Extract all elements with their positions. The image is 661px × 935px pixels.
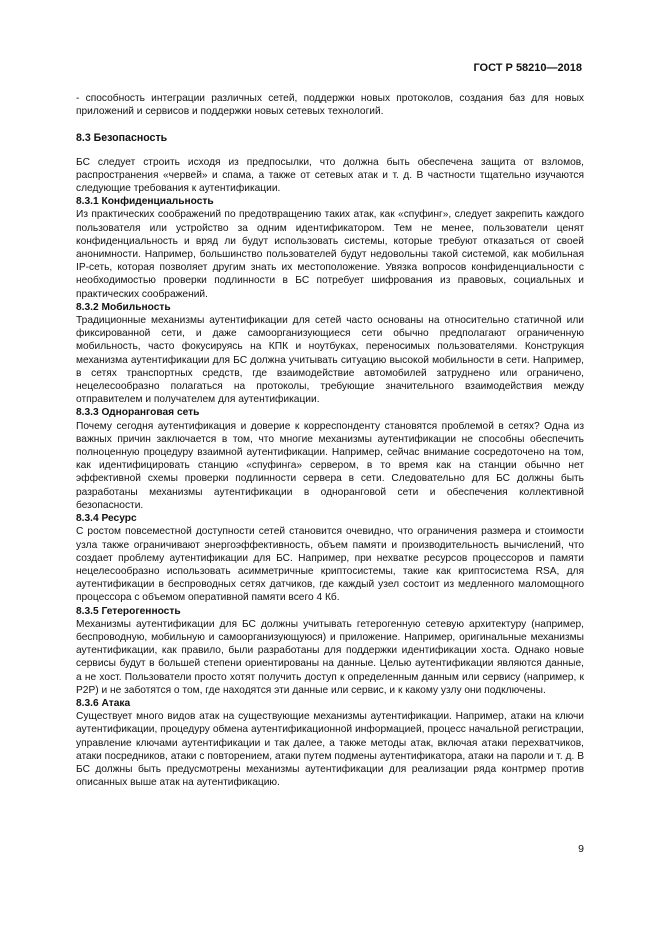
- subsection-title-peer-to-peer: 8.3.3 Одноранговая сеть: [76, 407, 200, 419]
- subsection-text-peer-to-peer: Почему сегодня аутентификация и доверие к корреспонденту становятся проблемой в сетях? Одна из важных причин заключается в том, что многие механизмы аутентификации не способны обеспечить полноценную процедуру взаимной аутентификации. Например, сейчас внимание сосредоточено на том, как идентифицировать станцию «спуфинга» сервером, в то время как на станции обычно нет эффективной схемы проверки подлинности сервера в сети. Следовательно для БС должны быть разработаны механизмы аутентификации в одноранговой сети и обеспечения коллективной безопасности.: [76, 420, 584, 511]
- subsection-text-attack: Существует много видов атак на существующие механизмы аутентификации. Например, атаки на ключи аутентификации, процедуру обмена аутентификационной информацией, процесс начальной регистрации, управление ключами аутентификации и так далее, а также методы атак, включая атаки перехватчиков, атаки посредников, атаки с повторением, атаки путем подмены аутентификатора, атаки на пароли и т. д. В БС должны быть предусмотрены механизмы аутентификации для реализации ряда контрмер против описанных выше атак на аутентификацию.: [76, 711, 584, 789]
- section-lead: БС следует строить исходя из предпосылки, что должна быть обеспечена защита от взломов, распространения «червей» и спама, а также от сетевых атак и т. д. В частности тщательно изучаются следующие требования к аутентификации.: [76, 156, 584, 195]
- subsection-title-mobility: 8.3.2 Мобильность: [76, 301, 171, 313]
- intro-bullet: - способность интеграции различных сетей, поддержки новых протоколов, создания баз для новых приложений и сервисов и поддержки новых сетевых технологий.: [76, 93, 584, 118]
- subsection-title-resource: 8.3.4 Ресурс: [76, 513, 137, 525]
- page-number: 9: [578, 843, 584, 855]
- subsection-title-confidentiality: 8.3.1 Конфиденциальность: [76, 196, 214, 208]
- subsection-text-confidentiality: Из практических соображений по предотвращению таких атак, как «спуфинг», следует закрепить каждого пользователя или устройство за одним идентификатором. Тем не менее, пользователи ценят конфиденциальность и вряд ли будут использовать системы, которые требуют отказаться от своей анонимности. Например, большинство пользователей будут недовольны такой системой, как мобильная IP-сеть, которая позволяет другим знать их местоположение. Увязка вопросов конфиденциальности с необходимостью проверки подлинности в БС потребует шифрования из правовых, социальных и практических соображений.: [76, 209, 584, 300]
- page-content: [76, 92, 584, 789]
- section-title: 8.3 Безопасность: [76, 132, 168, 145]
- subsection-text-heterogeneity: Механизмы аутентификации для БС должны учитывать гетерогенную сетевую архитектуру (например, беспроводную, мобильную и самоорганизующуюся) и приложение. Например, оригинальные механизмы аутентификации, как правило, были разработаны для поддержки идентификации хоста. Однако новые сервисы будут в большей степени ориентированы на данные. Целью аутентификации являются данные, а не хост. Пользователи просто хотят получить доступ к определенным данным или сервису (например, к P2P) и не заботятся о том, где находятся эти данные или сервис, и к какому узлу они подключены.: [76, 618, 584, 696]
- standard-designation: ГОСТ Р 58210—2018: [473, 62, 582, 74]
- subsection-title-attack: 8.3.6 Атака: [76, 697, 131, 709]
- subsection-text-resource: С ростом повсеместной доступности сетей становится очевидно, что ограничения размера и стоимости узла также ограничивают энергоэффективность, объем памяти и производительность вычислений, что создает проблему аутентификации для БС. Например, при нехватке ресурсов процессоров и памяти нецелесообразно использовать асимметричные криптосистемы, такие как криптосистема RSA, для аутентификации в беспроводных сетях датчиков, где каждый узел состоит из медленного маломощного процессора с объемом оперативной памяти всего 4 Кб.: [76, 526, 584, 604]
- subsection-title-heterogeneity: 8.3.5 Гетерогенность: [76, 605, 181, 617]
- subsection-text-mobility: Традиционные механизмы аутентификации для сетей часто основаны на относительно статичной или фиксированной сети, и даже самоорганизующиеся сети обычно предполагают ограниченную мобильность, часто фокусируясь на КПК и ноутбуках, переносимых пользователями. Конструкция механизма аутентификации для БС должна учитывать ситуацию высокой мобильности в сети. Например, в сетях транспортных средств, где взаимодействие автомобилей затруднено или ограничено, нецелесообразно полагаться на протоколы, требующие значительного взаимодействия между отправителем и получателем для аутентификации.: [76, 315, 584, 406]
